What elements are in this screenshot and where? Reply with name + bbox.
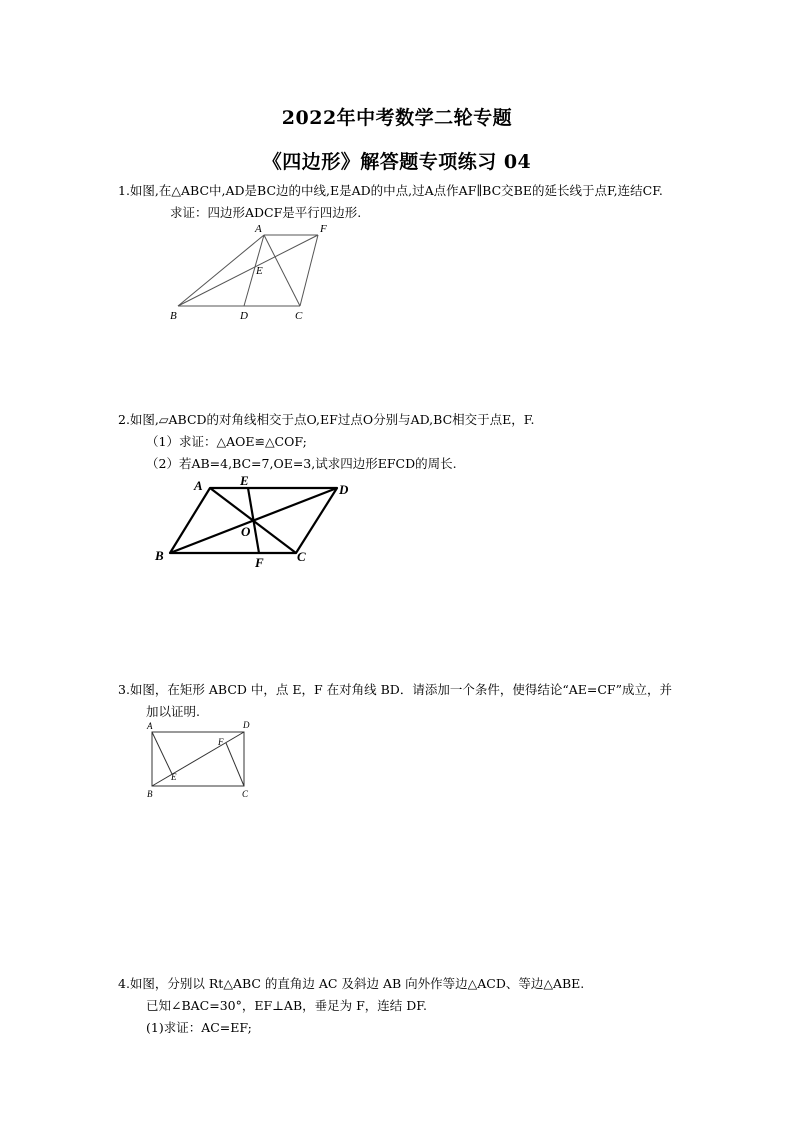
problem-2-statement: 2.如图,▱ABCD的对角线相交于点O,EF过点O分别与AD,BC相交于点E，F. <box>118 412 535 427</box>
problem-1-task: 求证：四边形ADCF是平行四边形. <box>170 205 362 220</box>
p3-label-F: F <box>218 737 224 747</box>
problem-4-part-1: (1)求证：AC=EF; <box>146 1020 252 1035</box>
p2-label-E: E <box>240 473 249 488</box>
p1-label-D: D <box>240 310 248 322</box>
p2-label-C: C <box>297 549 306 564</box>
problem-3-statement: 3.如图，在矩形 ABCD 中，点 E，F 在对角线 BD．请添加一个条件，使得结论“AE=CF”成立，并 <box>118 682 672 697</box>
p3-diagonal-BD <box>152 732 244 786</box>
p1-label-F: F <box>320 223 327 235</box>
problem-1-statement: 1.如图,在△ABC中,AD是BC边的中线,E是AD的中点,过A点作AF∥BC交BE的延长线于点F,连结CF. <box>118 183 663 198</box>
p3-label-B: B <box>147 789 153 799</box>
problem-4-statement: 4.如图，分别以 Rt△ABC 的直角边 AC 及斜边 AB 向外作等边△ACD、等边△ABE. <box>118 976 585 991</box>
page-title: 2022年中考数学二轮专题 <box>281 107 513 129</box>
p3-label-D: D <box>243 720 250 730</box>
problem-2-part-1: （1）求证：△AOE≌△COF; <box>146 434 307 449</box>
p3-segment-AE <box>152 732 172 774</box>
problem-4-given: 已知∠BAC=30°，EF⊥AB，垂足为 F，连结 DF. <box>146 998 427 1013</box>
p1-label-E: E <box>256 265 263 277</box>
p3-label-E: E <box>171 772 177 782</box>
page-subtitle: 《四边形》解答题专项练习 04 <box>262 151 532 173</box>
p2-label-F: F <box>255 555 264 570</box>
p2-label-O: O <box>241 524 251 539</box>
p1-label-C: C <box>295 310 303 322</box>
p1-label-B: B <box>170 310 177 322</box>
p1-label-A: A <box>255 223 262 235</box>
p2-label-D: D <box>339 482 349 497</box>
p3-label-A: A <box>147 721 153 731</box>
problem-2-part-2: （2）若AB=4,BC=7,OE=3,试求四边形EFCD的周长. <box>146 456 457 471</box>
p3-segment-CF <box>226 743 244 786</box>
problem-3-statement-cont: 加以证明. <box>146 704 200 719</box>
p2-label-A: A <box>194 478 203 493</box>
p3-label-C: C <box>242 789 249 799</box>
p2-label-B: B <box>155 548 164 563</box>
